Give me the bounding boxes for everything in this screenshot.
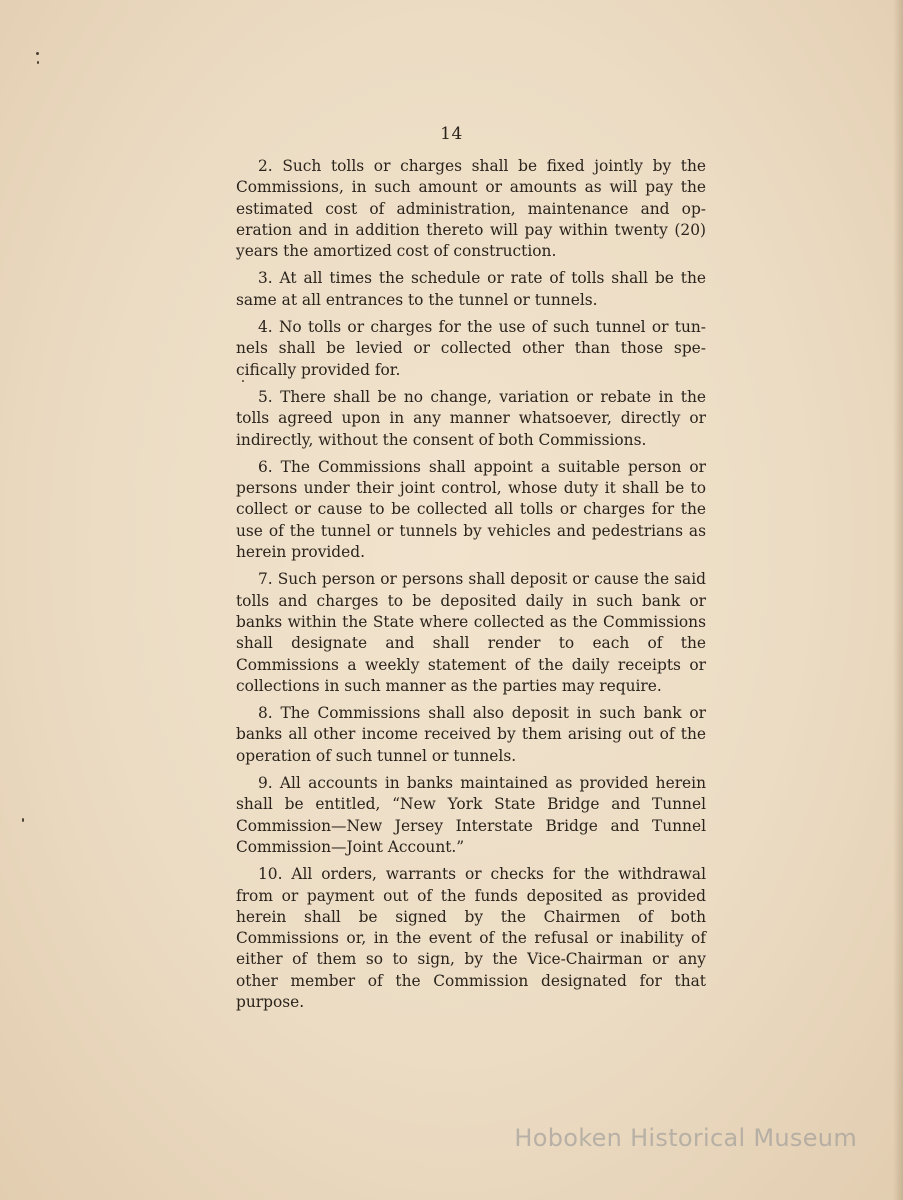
paper-speck (37, 61, 39, 64)
paragraph-7: 7. Such person or persons shall deposit or cause the said tolls and charges to be deposited daily in such bank or banks within the State where collected as the Commissions shall designate and shall render to each of the Commissions a weekly statement of the daily receipts or collections in such manner as the parties may require. (236, 570, 706, 695)
paragraph-3: 3. At all times the schedule or rate of tolls shall be the same at all entrances to the tunnel or tunnels. (236, 269, 706, 309)
museum-watermark: Hoboken Historical Museum (514, 1124, 857, 1152)
paragraph-6: 6. The Commissions shall appoint a suitable person or persons under their joint control, whose duty it shall be to collect or cause to be collected all tolls or charges for the use of the tunnel or tunnels by vehicles and pedestrians as herein provided. (236, 457, 706, 562)
paragraph-4: 4. No tolls or charges for the use of such tunnel or tunnels shall be levied or collected other than those specifically provided for. (236, 318, 706, 379)
paragraph-9: 9. All accounts in banks maintained as provided herein shall be entitled, “New York State Bridge and Tunnel Commission—New Jersey Interstate Bridge and Tunnel Commission—Joint Account.” (236, 774, 706, 856)
paper-speck (36, 52, 39, 55)
paragraph-8: 8. The Commissions shall also deposit in such bank or banks all other income received by them arising out of the operation of such tunnel or tunnels. (236, 704, 706, 765)
page-edge-shadow (893, 0, 903, 1200)
paragraph-5: 5. There shall be no change, variation or rebate in the tolls agreed upon in any manner whatsoever, directly or indirectly, without the consent of both Commissions. (236, 387, 706, 449)
paragraph-2: 2. Such tolls or charges shall be fixed jointly by the Commissions, in such amount or amounts as will pay the estimated cost of administration, maintenance and operation and in addition thereto will pay within twenty (20) years the amortized cost of construction. (236, 157, 706, 261)
body-text (236, 156, 706, 1019)
page-number: 14 (440, 124, 463, 144)
paragraph-10: 10. All orders, warrants or checks for the withdrawal from or payment out of the funds deposited as provided herein shall be signed by the Chairmen of both Commissions or, in the event of the refusal or inability of either of them so to sign, by the Vice-Chairman or any other member of the Commission designated for that purpose. (236, 865, 706, 1011)
paper-speck (22, 818, 24, 822)
